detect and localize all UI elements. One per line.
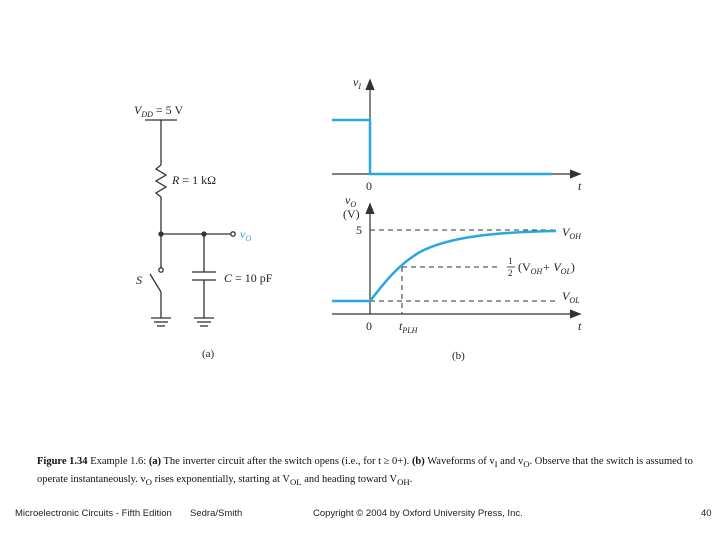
tplh-sub: PLH bbox=[402, 326, 418, 335]
caption-figure-number: Figure 1.34 bbox=[37, 456, 88, 467]
half-swing-label bbox=[507, 256, 575, 278]
zero-top: 0 bbox=[366, 179, 372, 193]
r-label: R bbox=[172, 173, 180, 187]
half-open: (V bbox=[518, 260, 531, 274]
footer-page-number: 40 bbox=[701, 508, 712, 519]
tplh-label: t bbox=[399, 319, 403, 333]
half-frac-num: 1 bbox=[508, 256, 513, 266]
footer-book-title: Microelectronic Circuits - Fifth Edition bbox=[15, 508, 172, 519]
svg-text:VOL bbox=[562, 289, 580, 305]
resistor bbox=[156, 165, 166, 197]
panel-a-label: (a) bbox=[202, 348, 215, 360]
figure-caption: Figure 1.34 Example 1.6: (a) The inverter circuit after the switch opens (i.e., for t ≥ 0+). (b) Waveforms of $v_I$ and $v_O$. Observe that the switch is assumed to operate instantaneously. $v_O$ rises exponentially, starting at $V_{OL}$ and heading toward $V_{OH}$. bbox=[37, 456, 693, 488]
vdd-value: = 5 V bbox=[155, 103, 184, 117]
svg-text:tPLH bbox=[399, 319, 419, 335]
svg-text:vO bbox=[240, 227, 251, 243]
svg-text:C= 10 pF bbox=[224, 271, 273, 285]
t-label-bottom: t bbox=[578, 319, 582, 333]
voh-sub: OH bbox=[569, 232, 581, 241]
vdd-label: V bbox=[134, 103, 142, 117]
t-label-top: t bbox=[578, 179, 582, 193]
svg-text:(VOH+ VOL) bbox=[518, 260, 575, 276]
svg-text:vI bbox=[353, 75, 361, 91]
svg-text:VOH bbox=[562, 225, 582, 241]
vo-unit: (V) bbox=[343, 207, 360, 221]
vol-sub: OL bbox=[569, 296, 580, 305]
half-ol-sub: OL bbox=[560, 267, 571, 276]
voh-label: V bbox=[562, 225, 570, 239]
vol-label: V bbox=[562, 289, 570, 303]
switch-label: S bbox=[136, 273, 142, 287]
vo-axis-label: v bbox=[345, 193, 351, 207]
vo-label: v bbox=[240, 227, 246, 241]
c-value: = 10 pF bbox=[235, 271, 273, 285]
svg-text:VDD= 5 V bbox=[134, 103, 183, 119]
half-close: ) bbox=[570, 260, 575, 274]
vo-axis-sub: O bbox=[350, 200, 357, 209]
waveform-axes bbox=[332, 80, 580, 318]
five-label: 5 bbox=[356, 223, 362, 237]
switch-blade bbox=[150, 274, 161, 292]
vdd-sub: DD bbox=[141, 110, 153, 119]
half-frac-den: 2 bbox=[508, 268, 513, 278]
vi-sub: I bbox=[358, 82, 361, 91]
vi-waveform bbox=[332, 120, 552, 174]
circuit-diagram bbox=[145, 120, 235, 326]
footer-authors: Sedra/Smith bbox=[190, 508, 243, 519]
vi-label: v bbox=[353, 75, 359, 89]
r-value: = 1 kΩ bbox=[182, 173, 217, 187]
half-oh-sub: OH bbox=[530, 267, 543, 276]
waveform-labels bbox=[343, 75, 582, 362]
zero-bottom: 0 bbox=[366, 319, 372, 333]
half-plus: + V bbox=[542, 260, 561, 274]
footer-copyright: Copyright © 2004 by Oxford University Press, Inc. bbox=[313, 508, 523, 519]
output-terminal bbox=[231, 232, 235, 236]
svg-text:R= 1 kΩ bbox=[171, 173, 216, 187]
switch-top-contact bbox=[159, 268, 163, 272]
panel-b-label: (b) bbox=[452, 350, 465, 362]
vo-sub: O bbox=[245, 234, 252, 243]
c-label: C bbox=[224, 271, 233, 285]
